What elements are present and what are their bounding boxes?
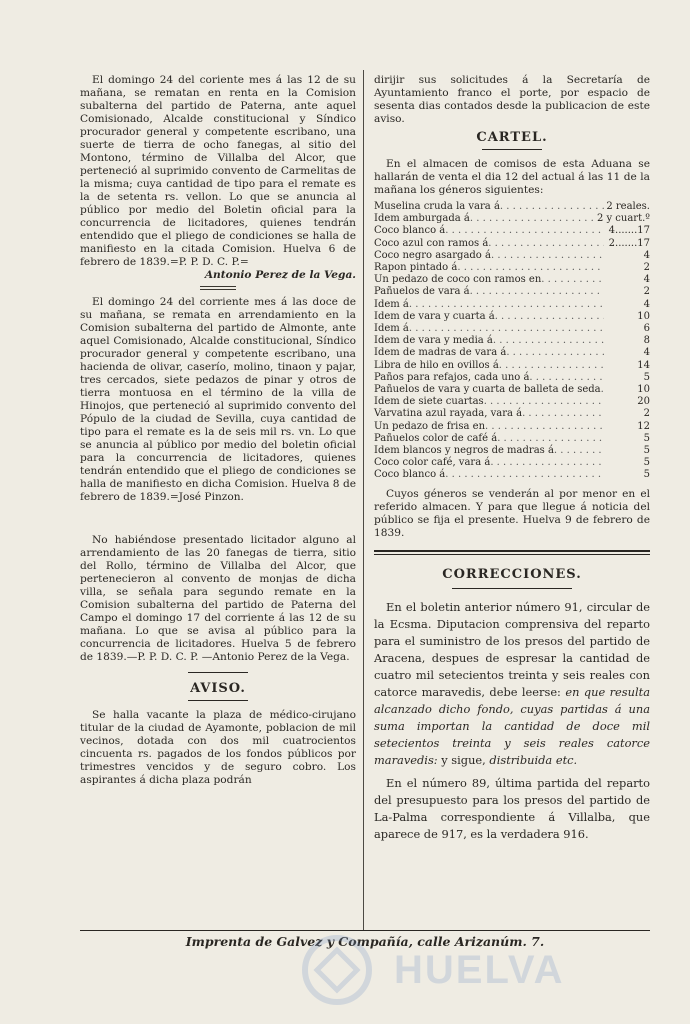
separator-line [482,149,542,150]
separator-line [188,672,248,673]
column-divider [363,70,364,930]
aviso-text: Se halla vacante la plaza de médico-cirujano titular de la ciudad de Ayamonte, poblacion de mil vecinos, dotada con dos mil cuatrocientos cincuenta rs. pagados de los fondos públicos por trimestres vencidos y de seguro cobro. Los aspirantes á dicha plaza podrán [80,709,356,786]
goods-item-price: 4 [643,249,650,261]
goods-item [374,262,650,274]
leader-dots [445,225,604,237]
goods-item [374,335,650,347]
goods-item-price: 6 [643,323,650,335]
watermark-text: HUELVA [394,948,565,992]
goods-item [374,213,650,225]
goods-item-price: 2 [643,286,650,298]
section-double-rule [374,550,650,555]
goods-item [374,238,650,250]
leader-dots [409,323,604,335]
goods-item-name: Idem de siete cuartas [374,396,484,408]
goods-item [374,469,650,481]
goods-item-name: Un pedazo de frisa en [374,420,486,432]
goods-item-name: Libra de hilo en ovillos á [374,359,499,371]
goods-item-price: 2 [643,408,650,420]
correction-1-end: distribuida etc. [489,752,578,767]
goods-item-price: 5 [643,432,650,444]
goods-item-price: 2 [643,262,650,274]
separator-line [452,588,572,589]
goods-item-price: 5 [643,469,650,481]
goods-item-name: Rapon pintado á [374,262,458,274]
goods-item-name: Varvatina azul rayada, vara á [374,408,523,420]
left-column [80,74,356,787]
leader-dots [470,213,595,225]
goods-item-price: 2 reales. [606,201,650,212]
leader-dots [541,274,604,286]
goods-item [374,457,650,469]
goods-item-name: Un pedazo de coco con ramos en [374,274,542,286]
leader-dots [499,360,604,372]
leader-dots [500,201,604,213]
aviso-continuation: dirijir sus solicitudes á la Secretaría de Ayuntamiento franco el porte, por espacio de sesenta dias contados desde la publicacion de este aviso. [374,74,650,125]
cartel-close: Cuyos géneros se venderán al por menor en el referido almacen. Y para que llegue á noticia del público se fija el presente. Huelva 9 de febrero de 1839. [374,487,650,539]
aviso-heading: AVISO. [190,681,246,696]
notice-almonte: El domingo 24 del corriente mes á las doce de su mañana, se remata en arrendamiento en la Comision subalterna del partido de Almonte, ante aquel Comisionado, Alcalde constitucional, Síndico procurador general y competente escribano, una hacienda de olivar, caserío, molino, tinaon y pajar, tres cercados, siete pedazos de pinar y otros de tierra montuosa en el término de la villa de Hinojos, que perteneció al suprimido convento del Pópulo de la ciudad de Sevilla, cuya cantidad de tipo para el remate es la de seis mil rs. vn. Lo que se anuncia al público por medio del boletin oficial para la concurrencia de licitadores, quienes tendrán entendido que el pliego de condiciones se halla de manifiesto en dicha Comision. Huelva 8 de febrero de 1839.=José Pinzon. [80,296,356,503]
library-watermark [292,930,632,1010]
goods-item-name: Idem amburgada á [374,213,470,225]
leader-dots [484,396,604,408]
goods-item-name: Idem de vara y cuarta á [374,310,495,322]
goods-item [374,384,650,396]
goods-item-name: Idem á [374,298,409,310]
correction-1-text: En el boletin anterior número 91, circular de la Ecsma. Diputacion comprensiva del reparto para el suministro de los presos del partido de Aracena, despues de espresar la cantidad de cuatro mil setecientos treinta y seis reales con catorce maravedis, debe leerse: [374,599,650,699]
goods-item [374,311,650,323]
correcciones-heading: CORRECCIONES. [442,566,582,582]
goods-item [374,225,650,237]
notice-rollo: No habiéndose presentado licitador alguno al arrendamiento de las 20 fanegas de tierra, sitio del Rollo, término de Villalba del Alcor, que pertenecieron al convento de monjas de dicha villa, se señala para segundo remate en la Comision subalterna del partido de Paterna del Campo el domingo 17 del corriente á las 12 de su mañana. Lo que se avisa al público para la concurrencia de licitadores. Huelva 5 de febrero de 1839.—P. P. D. C. P. —Antonio Perez de la Vega. [80,534,356,663]
goods-item [374,445,650,457]
goods-item-price: 4 [643,274,650,286]
leader-dots [488,238,604,250]
watermark-emblem-icon [292,930,382,1010]
leader-dots [445,469,604,481]
goods-item [374,201,650,213]
goods-item-price: 5 [643,371,650,383]
leader-dots [491,250,604,262]
leader-dots [493,335,604,347]
goods-item [374,250,650,262]
notice-paterna: El domingo 24 del coriente mes á las 12 de su mañana, se rematan en renta en la Comision subalterna del partido de Paterna, ante aquel Comisionado, Alcalde constitucional y Síndico procurador general y competente escribano, una suerte de tierra de ocho fanegas, al sitio del Montono, término de Villalba del Alcor, que perteneció al suprimido convento de Carmelitas de la misma; cuya cantidad de tipo para el remate es la de setenta rs. vellon. Lo que se anuncia al público por medio del Boletin oficial para la concurrencia de licitadores, quienes tendrán entendido que el pliego de condiciones se halla de manifiesto en la citada Comision. Huelva 6 de febrero de 1839.=P. P. D. C. P.= [80,74,356,268]
goods-item-price: 8 [643,335,650,347]
notice-paterna-signature: Antonio Perez de la Vega. [204,269,356,281]
correction-1-quote: en que resulta alcanzado dicho fondo, cuyas partidas á una suma importan la cantidad de doce mil setecientos treinta y seis reales catorce maravedis: [374,684,650,767]
cartel-intro: En el almacen de comisos de esta Aduana se hallarán de venta el dia 12 del actual á las 11 de la mañana los géneros siguientes: [374,158,650,196]
goods-item-price: 4.......17 [608,225,650,237]
correction-1 [374,599,650,769]
leader-dots [457,262,604,274]
goods-item-price: 2.......17 [608,237,650,249]
leader-dots [409,299,604,311]
goods-item-name: Pañuelos de vara y cuarta de balleta de seda [374,384,601,396]
leader-dots [554,445,604,457]
leader-dots [495,311,604,323]
right-column [374,74,650,843]
goods-item-name: Coco color café, vara á [374,457,491,469]
goods-item-price: 14 [637,359,650,371]
goods-item [374,360,650,372]
leader-dots [490,457,604,469]
goods-item-price: 10 [637,384,650,396]
goods-item-price: 2 y cuart.º [596,213,650,225]
leader-dots [529,372,604,384]
leader-dots [485,421,604,433]
goods-item [374,286,650,298]
corrections-body [374,599,650,843]
goods-item [374,408,650,420]
goods-item [374,347,650,359]
goods-item-price: 12 [637,420,650,432]
leader-dots [470,286,604,298]
goods-item [374,299,650,311]
leader-dots [506,347,604,359]
goods-item-price: 4 [643,298,650,310]
separator-line [188,700,248,701]
goods-item [374,433,650,445]
leader-dots [522,408,604,420]
separator-ornament [200,286,236,290]
goods-item-name: Coco blanco á [374,469,446,481]
goods-item-name: Coco blanco á [374,225,446,237]
leader-dots [497,433,604,445]
goods-item [374,323,650,335]
goods-item-name: Idem de madras de vara á [374,347,507,359]
goods-item-price: 10 [637,310,650,322]
goods-item-name: Coco negro asargado á [374,249,491,261]
goods-item-name: Paños para refajos, cada uno á [374,371,530,383]
goods-item-price: 5 [643,457,650,469]
goods-item-name: Idem á [374,323,409,335]
goods-item-name: Idem blancos y negros de madras á [374,445,554,457]
goods-item [374,372,650,384]
goods-item-price: 20 [637,396,650,408]
goods-item-name: Muselina cruda la vara á [374,201,500,212]
goods-item-price: 4 [643,347,650,359]
goods-item-name: Coco azul con ramos á [374,237,489,249]
goods-item [374,421,650,433]
correction-2: En el número 89, última partida del reparto del presupuesto para los presos del partido de La-Palma correspondiente á Villalba, que aparece de 917, es la verdadera 916. [374,775,650,841]
goods-item [374,274,650,286]
goods-list [374,201,650,482]
goods-item-name: Idem de vara y media á [374,335,493,347]
cartel-heading: CARTEL. [476,130,548,145]
goods-item-name: Pañuelos de vara á [374,286,470,298]
correction-1-continues: y sigue, [441,752,486,767]
printer-imprint: Imprenta de Galvez y Compañía, calle Arizanúm. 7. [185,934,545,949]
goods-item-price: 5 [643,445,650,457]
goods-item [374,396,650,408]
goods-item-name: Pañuelos color de café á [374,432,498,444]
